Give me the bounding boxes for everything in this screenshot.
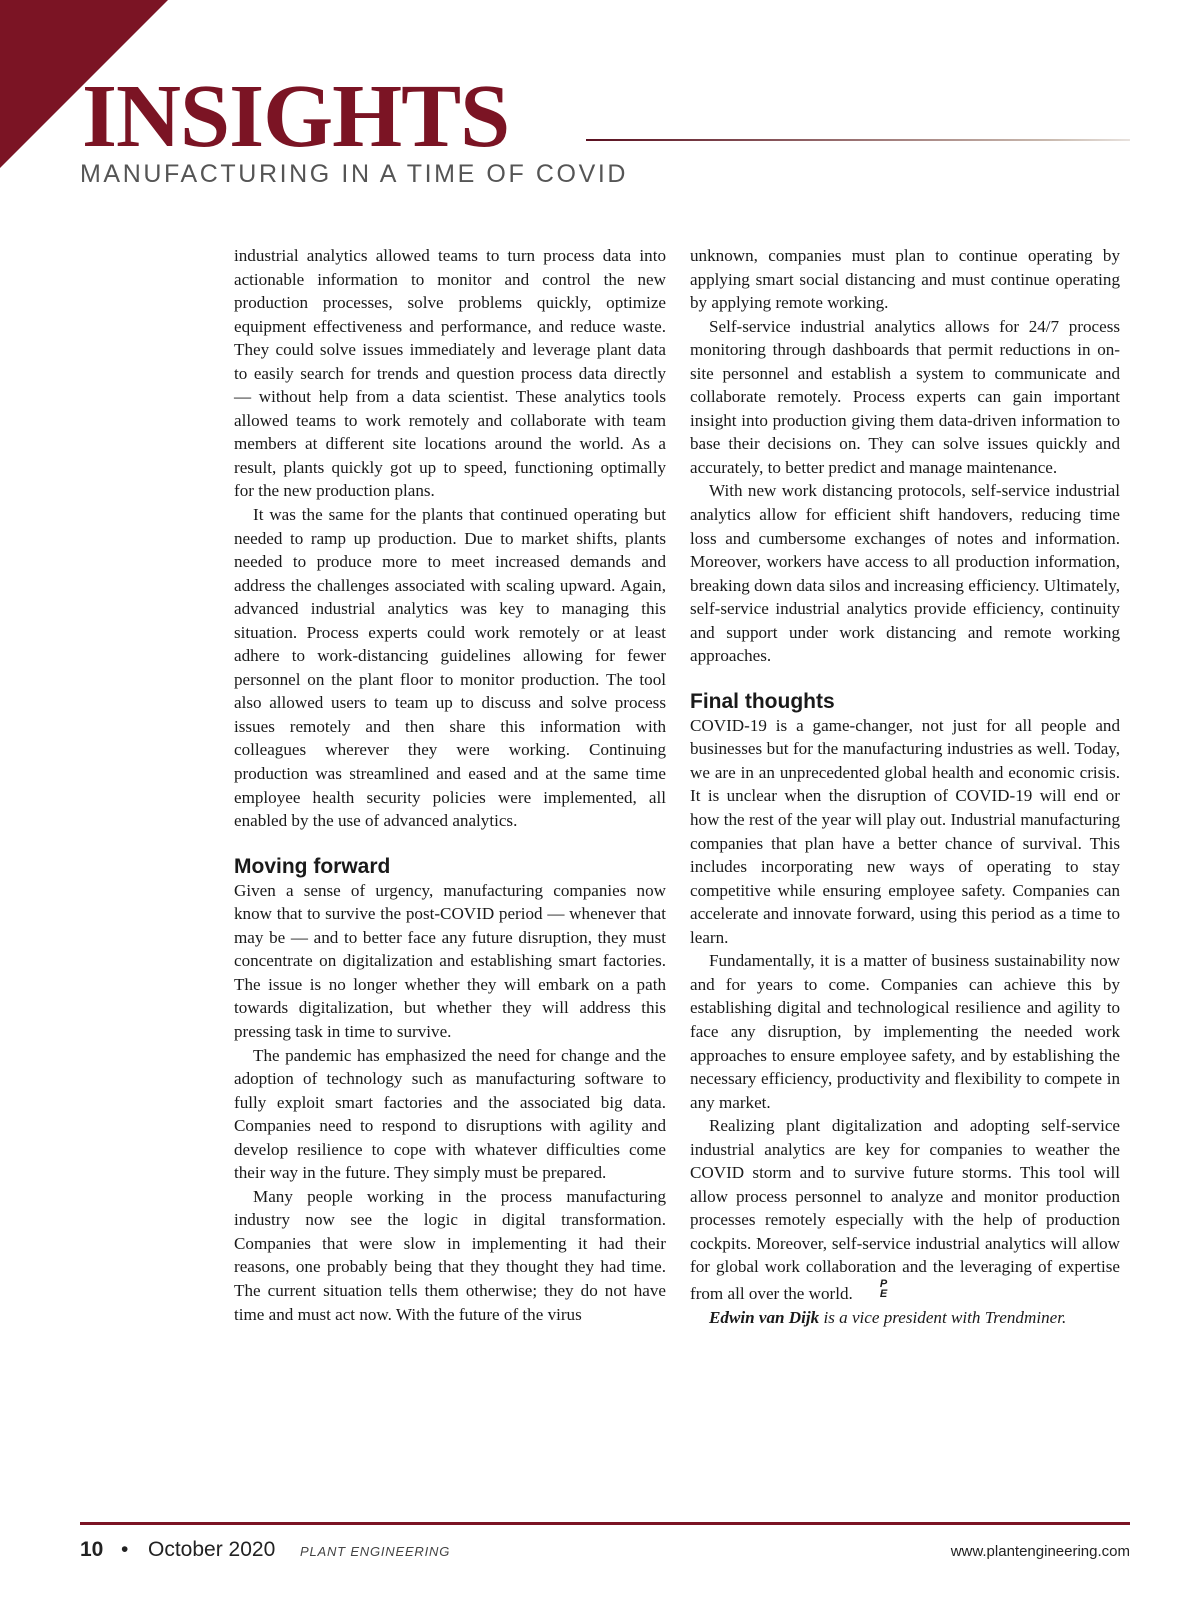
paragraph: Self-service industrial analytics allows for 24/7 process monitoring through dashboards that permit reductions in on-site personnel and establish a system to communicate and collaborate remotely. Process experts can gain important insight into production giving them data-driven information to base their decisions on. They can solve issues quickly and accurately, to better predict and manage maintenance. — [690, 316, 1120, 477]
author-byline — [690, 1306, 1120, 1330]
magazine-name: PLANT ENGINEERING — [300, 1544, 451, 1559]
author-name: Edwin van Dijk — [709, 1307, 820, 1327]
section-title: INSIGHTS — [82, 67, 510, 166]
author-role: is a vice president with Trendminer. — [819, 1307, 1067, 1327]
paragraph: It was the same for the plants that continued operating but needed to ramp up production. Due to market shifts, plants needed to produce more to meet increased demands and address the challenges associated with scaling upward. Again, advanced industrial analytics was key to managing this situation. Process experts could work remotely or at least adhere to work-distancing guidelines allowing for fewer personnel on the plant floor to monitor production. The tool also allowed users to team up to discuss and solve process issues remotely and then share this information with colleagues wherever they were working. Continuing production was streamlined and eased and at the same time employee health security policies were implemented, all enabled by the use of advanced analytics. — [234, 505, 666, 831]
subheading-final-thoughts: Final thoughts — [690, 689, 835, 713]
end-mark-letter-e: E — [879, 1287, 888, 1300]
paragraph: Given a sense of urgency, manufacturing companies now know that to survive the post-COVID period — whenever that may be — and to better face any future disruption, they must concentrate on digitalization and establishing smart factories. The issue is no longer whether they will embark on a path towards digitalization, but whether they will address this pressing task in time to survive. — [234, 880, 666, 1041]
end-of-article-mark — [861, 1279, 887, 1299]
title-divider — [586, 139, 1130, 141]
paragraph-text: Realizing plant digitalization and adopting self-service industrial analytics are key for companies to weather the COVID storm and to survive future storms. This tool will allow process personnel to analyze and monitor production processes remotely especially with the help of production cockpits. Moreover, self-service industrial analytics will allow for global work collaboration and the leveraging of expertise from all over the world. — [690, 1116, 1120, 1303]
paragraph: With new work distancing protocols, self-service industrial analytics allow for efficient shift handovers, reducing time loss and cumbersome exchanges of notes and information. Moreover, workers have access to all production information, breaking down data silos and increasing efficiency. Ultimately, self-service industrial analytics provide efficiency, continuity and support under work distancing and remote working approaches. — [690, 481, 1120, 666]
footer-divider — [80, 1522, 1130, 1525]
website-url: www.plantengineering.com — [950, 1543, 1130, 1560]
paragraph: unknown, companies must plan to continue operating by applying smart social distancing and must continue operating by applying remote working. — [690, 246, 1120, 313]
subheading-moving-forward: Moving forward — [234, 854, 391, 878]
article-column-left — [234, 244, 666, 1326]
article-column-right — [690, 244, 1120, 1329]
page-footer — [80, 1538, 1130, 1568]
paragraph: Fundamentally, it is a matter of business sustainability now and for years to come. Companies can achieve this by establishing digital and technological resilience and agility to face any disruption, by implementing the needed work approaches to ensure employee safety, and by establishing the necessary efficiency, productivity and flexibility to compete in any market. — [690, 951, 1120, 1112]
paragraph: COVID-19 is a game-changer, not just for all people and businesses but for the manufacturing industries as well. Today, we are in an unprecedented global health and economic crisis. It is unclear when the disruption of COVID-19 will end or how the rest of the year will play out. Industrial manufacturing companies that plan have a better chance of survival. This includes incorporating new ways of operating to stay competitive while ensuring employee safety. Companies can accelerate and innovate forward, using this period as a time to learn. — [690, 715, 1120, 947]
paragraph: Many people working in the process manufacturing industry now see the logic in digital transformation. Companies that were slow in implementing it had their reasons, one probably being that they thought they had time. The current situation tells them otherwise; they do not have time and must act now. With the future of the virus — [234, 1186, 666, 1324]
section-subtitle: MANUFACTURING IN A TIME OF COVID — [80, 160, 629, 188]
paragraph-final — [690, 1114, 1120, 1305]
page-number: 10 — [80, 1538, 104, 1561]
paragraph: industrial analytics allowed teams to turn process data into actionable information to monitor and control the new production processes, solve problems quickly, optimize equipment effectiveness and performance, and reduce waste. They could solve issues immediately and leverage plant data to easily search for trends and question process data directly — without help from a data scientist. These analytics tools allowed teams to work remotely and collaborate with team members at different site locations around the world. As a result, plants quickly got up to speed, functioning optimally for the new production plans. — [234, 246, 666, 501]
end-mark-letter-p: P — [879, 1277, 888, 1290]
paragraph: The pandemic has emphasized the need for change and the adoption of technology such as manufacturing software to fully exploit smart factories and the associated big data. Companies need to respond to disruptions with agility and develop resilience to cope with whatever difficulties come their way in the future. They simply must be prepared. — [234, 1045, 666, 1183]
footer-bullet: • — [121, 1538, 129, 1561]
issue-date: October 2020 — [148, 1538, 276, 1561]
